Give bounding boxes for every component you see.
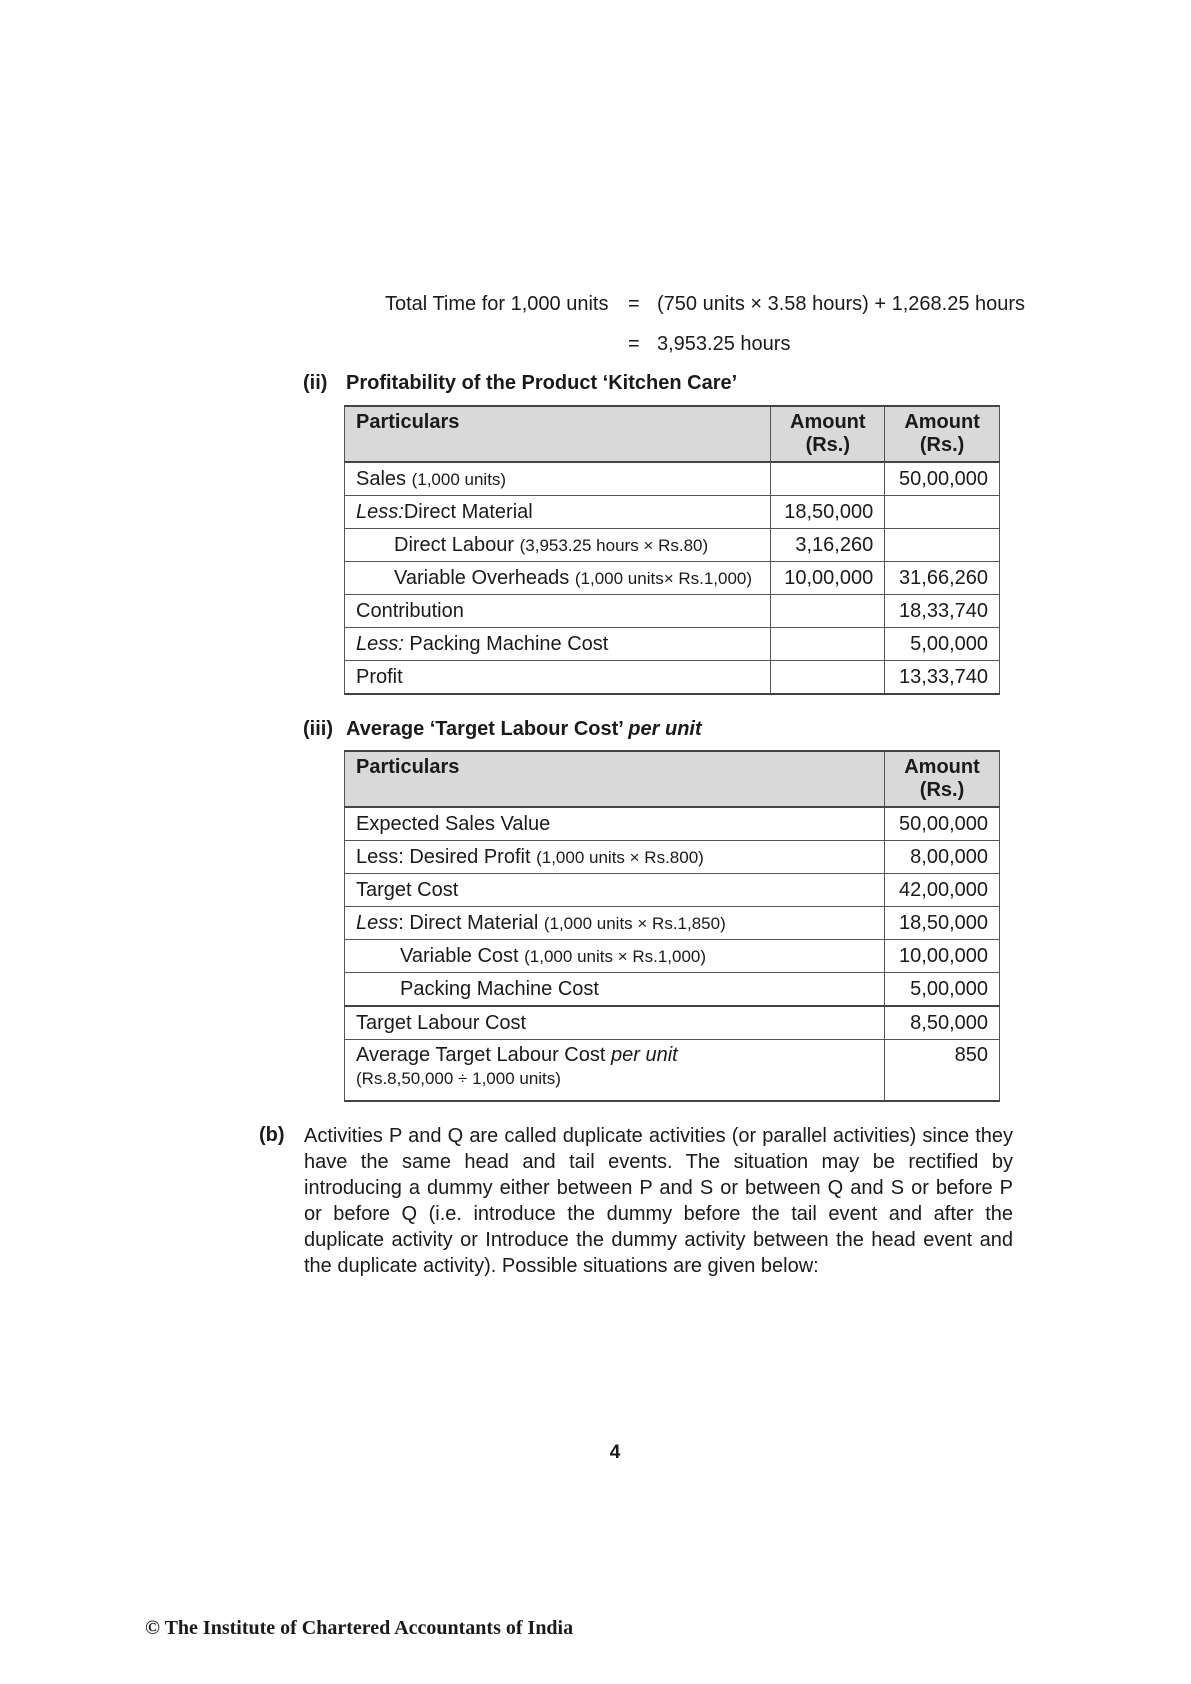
row-label xyxy=(345,529,771,562)
section-ii-title: Profitability of the Product ‘Kitchen Care’ xyxy=(346,372,738,394)
row-label: Contribution xyxy=(345,595,771,628)
row-label: Expected Sales Value xyxy=(345,807,885,841)
table-header-row xyxy=(345,406,1000,462)
row-label xyxy=(345,562,771,595)
label-text: : Direct Material xyxy=(398,911,539,934)
row-label xyxy=(345,628,771,661)
amount-cell: 5,00,000 xyxy=(885,628,1000,661)
label-note: (1,000 units × Rs.1,000) xyxy=(524,946,707,966)
amount-cell xyxy=(885,496,1000,529)
table-row xyxy=(345,1006,1000,1040)
amount-cell xyxy=(885,529,1000,562)
profitability-table xyxy=(344,405,1000,695)
label-note: (Rs.8,50,000 ÷ 1,000 units) xyxy=(356,1069,561,1088)
column-header: Amount (Rs.) xyxy=(885,751,1000,807)
footer-copyright: © The Institute of Chartered Accountants of India xyxy=(145,1617,574,1639)
amount-cell: 50,00,000 xyxy=(885,807,1000,841)
row-label: Target Labour Cost xyxy=(345,1006,885,1040)
table-row xyxy=(345,940,1000,973)
amount-cell xyxy=(771,595,885,628)
label-text: Average Target Labour Cost xyxy=(356,1044,611,1066)
table-row xyxy=(345,661,1000,695)
label-note: (1,000 units × Rs.800) xyxy=(536,847,704,867)
label-note: (1,000 units × Rs.1,850) xyxy=(543,913,726,933)
amount-cell: 850 xyxy=(885,1040,1000,1102)
section-b-paragraph: Activities P and Q are called duplicate activities (or parallel activities) since they have the same head and tail events. The situation may be rectified by introducing a dummy either between P and S or between Q and S or before P or before Q (i.e. introduce the dummy before the tail event and after the duplicate activity or Introduce the dummy activity between the head event and the duplicate activity). Possible situations are given below: xyxy=(304,1125,1013,1277)
amount-cell: 31,66,260 xyxy=(885,562,1000,595)
table-row xyxy=(345,1040,1000,1102)
amount-cell: 10,00,000 xyxy=(771,562,885,595)
label-italic: per unit xyxy=(610,1044,678,1066)
table-row xyxy=(345,595,1000,628)
row-label xyxy=(345,1040,885,1102)
row-label xyxy=(345,841,885,874)
table-header-row xyxy=(345,751,1000,807)
amount-cell: 10,00,000 xyxy=(885,940,1000,973)
amount-cell: 42,00,000 xyxy=(885,874,1000,907)
equals-sign: = xyxy=(628,293,640,315)
amount-cell: 8,50,000 xyxy=(885,1006,1000,1040)
table-row xyxy=(345,907,1000,940)
amount-cell: 18,50,000 xyxy=(885,907,1000,940)
total-time-expression: (750 units × 3.58 hours) + 1,268.25 hours xyxy=(657,293,1026,315)
title-text: Average ‘Target Labour Cost’ xyxy=(346,718,629,740)
amount-cell: 13,33,740 xyxy=(885,661,1000,695)
section-ii-number: (ii) xyxy=(303,372,328,394)
row-label xyxy=(345,907,885,940)
label-note: (1,000 units) xyxy=(411,469,507,489)
row-label: Target Cost xyxy=(345,874,885,907)
label-text: Direct Material xyxy=(403,500,533,523)
target-labour-cost-table xyxy=(344,750,1000,1102)
section-iii-title xyxy=(346,718,702,741)
table-row xyxy=(345,841,1000,874)
amount-cell: 50,00,000 xyxy=(885,462,1000,496)
section-b-label: (b) xyxy=(259,1124,285,1146)
title-italic: per unit xyxy=(628,718,702,740)
table-row xyxy=(345,529,1000,562)
column-header: Particulars xyxy=(345,751,885,807)
row-label xyxy=(345,940,885,973)
less-prefix: Less: xyxy=(356,632,404,655)
amount-cell xyxy=(771,661,885,695)
label-text: Direct Labour xyxy=(394,533,515,556)
label-note: (1,000 units× Rs.1,000) xyxy=(574,568,753,588)
amount-cell: 8,00,000 xyxy=(885,841,1000,874)
row-label: Packing Machine Cost xyxy=(345,973,885,1007)
table-row xyxy=(345,807,1000,841)
amount-cell xyxy=(771,462,885,496)
table-row xyxy=(345,874,1000,907)
label-text: Variable Overheads xyxy=(394,566,570,589)
table-row xyxy=(345,462,1000,496)
label-note: (3,953.25 hours × Rs.80) xyxy=(519,535,709,555)
table-row xyxy=(345,496,1000,529)
page-number: 4 xyxy=(609,1442,621,1463)
less-prefix: Less: xyxy=(356,500,404,523)
total-time-result: 3,953.25 hours xyxy=(657,333,791,355)
label-text: Variable Cost xyxy=(400,944,519,967)
label-text: Less: Desired Profit xyxy=(356,845,531,868)
row-label: Profit xyxy=(345,661,771,695)
equals-sign: = xyxy=(628,333,640,355)
column-header: Particulars xyxy=(345,406,771,462)
less-prefix: Less xyxy=(356,911,399,934)
amount-cell: 3,16,260 xyxy=(771,529,885,562)
table-row xyxy=(345,562,1000,595)
amount-cell: 5,00,000 xyxy=(885,973,1000,1007)
amount-cell xyxy=(771,628,885,661)
amount-cell: 18,33,740 xyxy=(885,595,1000,628)
label-text: Packing Machine Cost xyxy=(403,632,609,655)
row-label xyxy=(345,462,771,496)
table-row xyxy=(345,628,1000,661)
row-label xyxy=(345,496,771,529)
column-header: Amount (Rs.) xyxy=(885,406,1000,462)
total-time-label: Total Time for 1,000 units xyxy=(385,293,609,315)
table-row xyxy=(345,973,1000,1007)
amount-cell: 18,50,000 xyxy=(771,496,885,529)
label-text: Sales xyxy=(356,467,407,490)
section-iii-number: (iii) xyxy=(303,718,333,740)
column-header: Amount (Rs.) xyxy=(771,406,885,462)
